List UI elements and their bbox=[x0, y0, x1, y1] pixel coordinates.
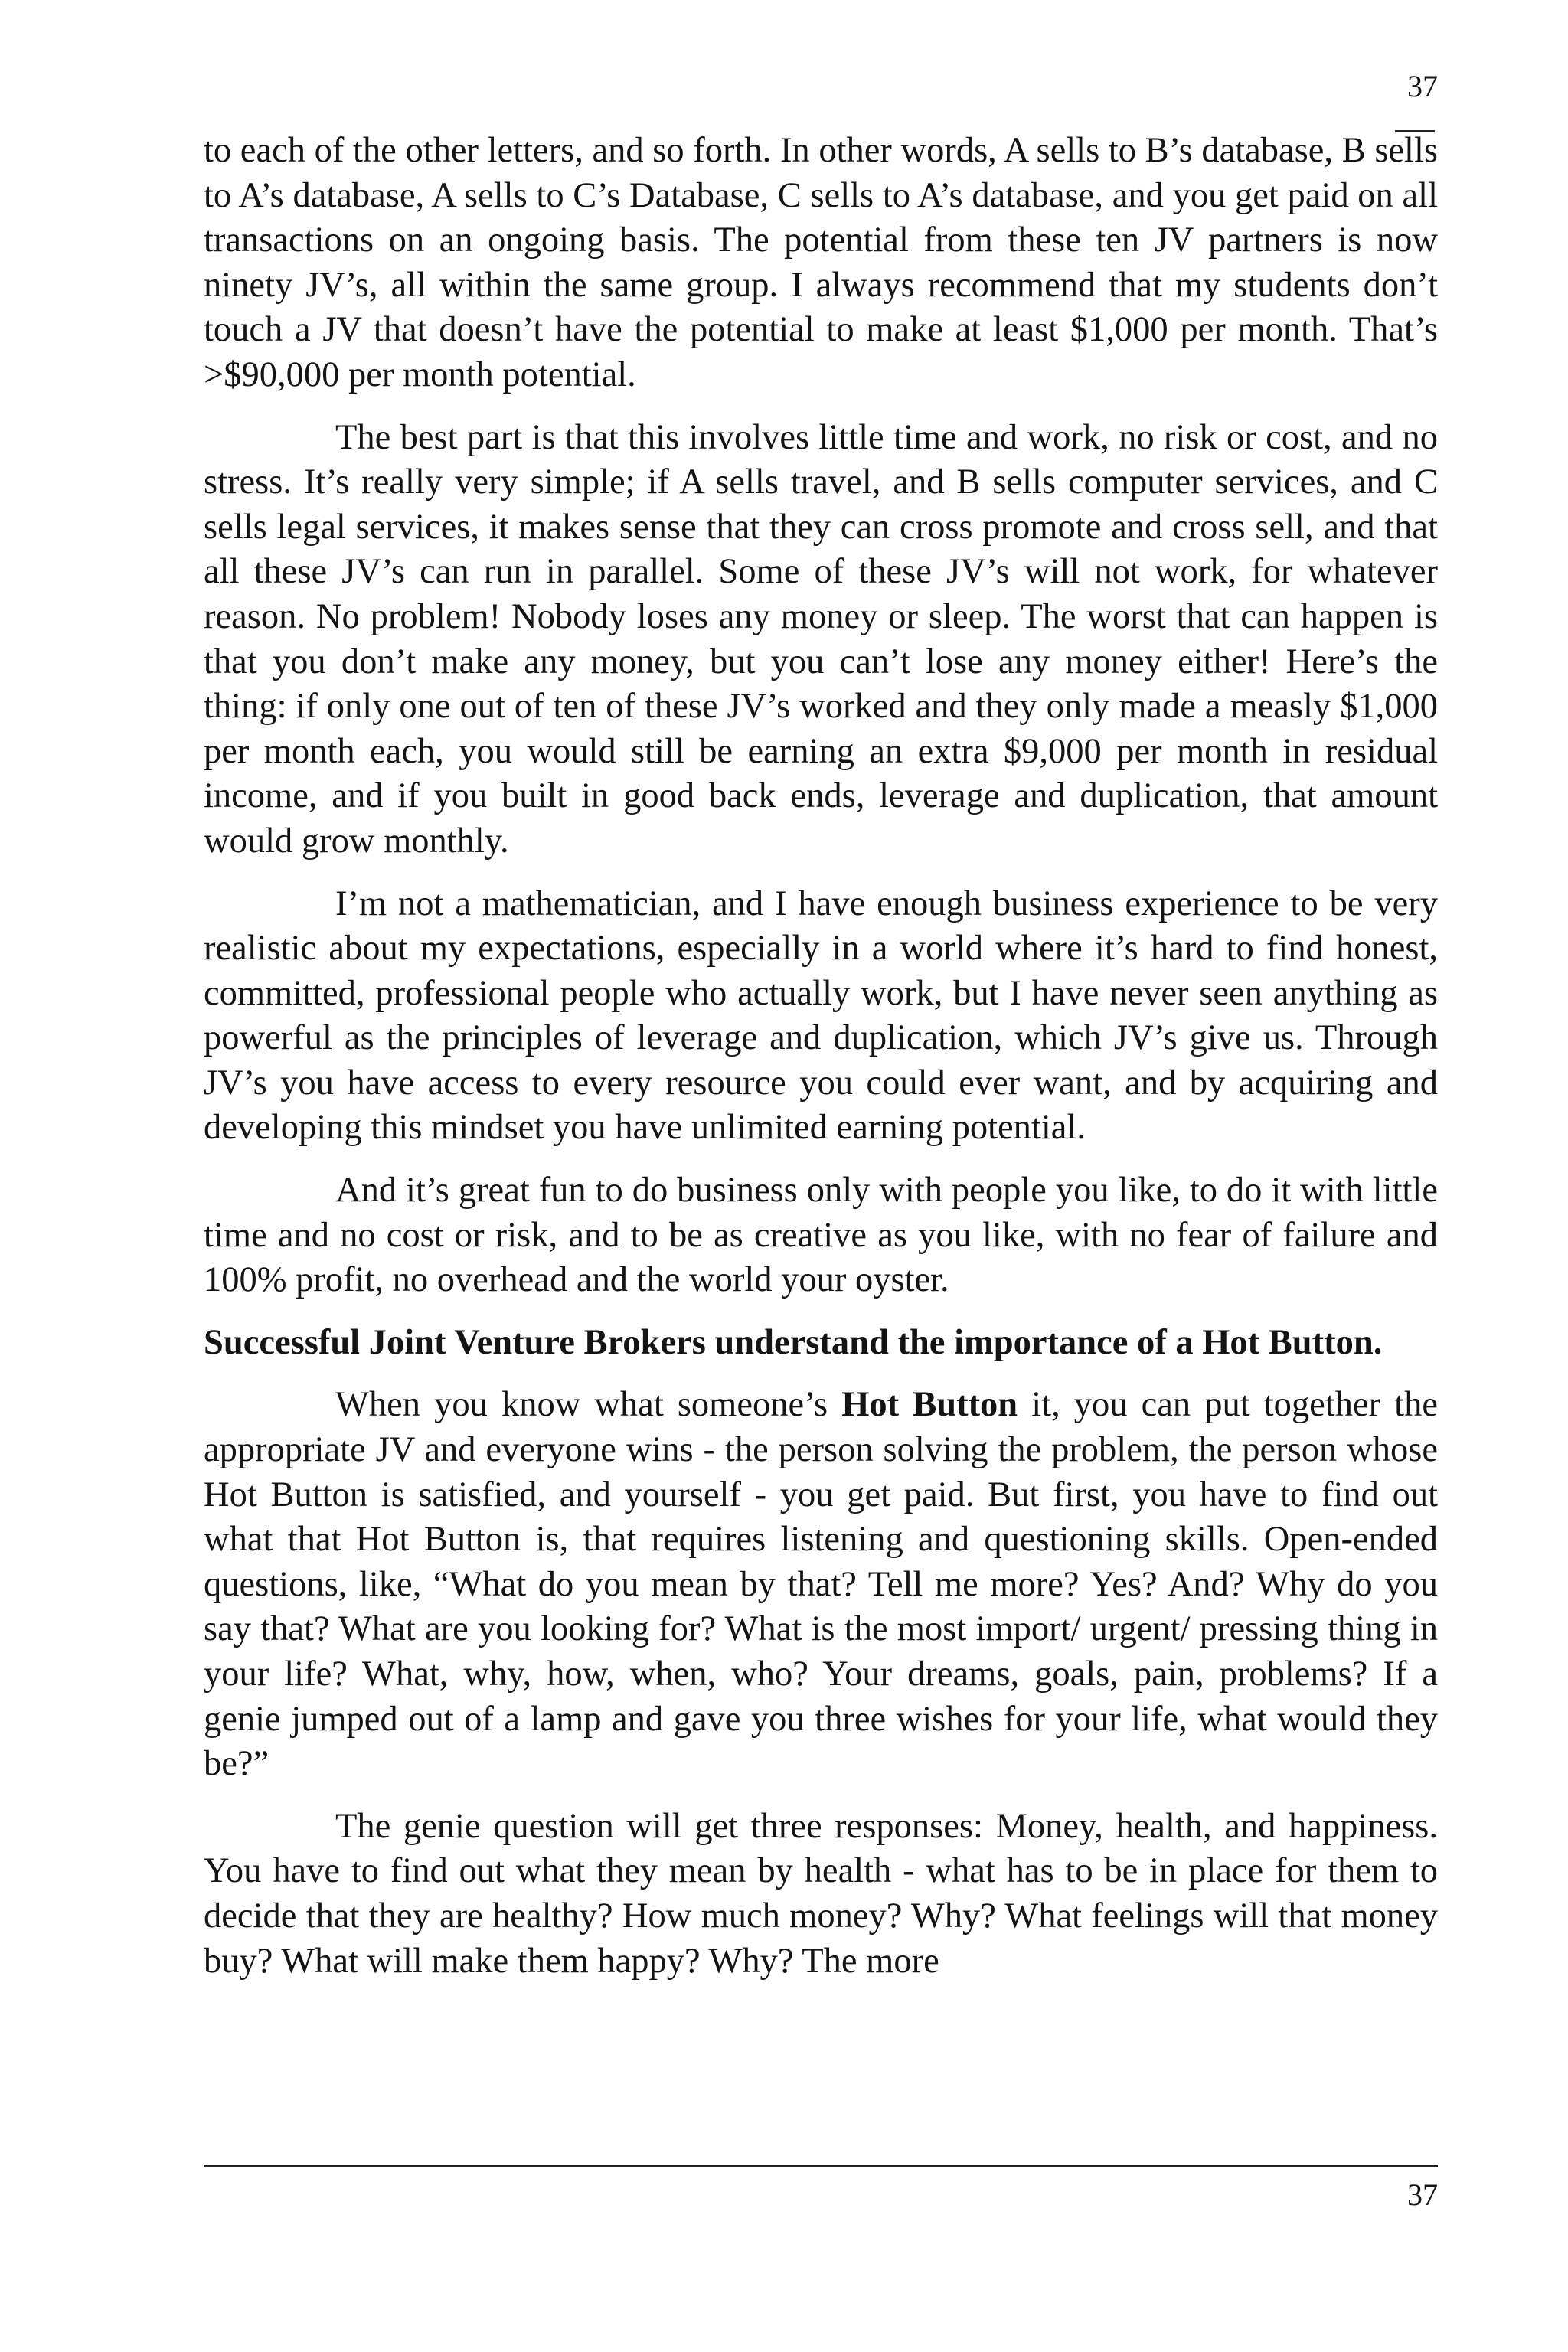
page-body bbox=[204, 129, 1438, 1984]
hot-button-text-start: When you know what someone’s bbox=[335, 1385, 842, 1425]
page-number-bottom: 37 bbox=[1407, 2177, 1438, 2212]
page-number-top: 37 bbox=[1407, 69, 1438, 103]
paragraph-great-fun: And it’s great fun to do business only with people you like, to do it with little time and no cost or risk, and to be as creative as you like, with no fear of failure and 100% profit, no overhead and the world your oyster. bbox=[204, 1171, 1438, 1300]
paragraph-hot-button bbox=[204, 1383, 1438, 1786]
hot-button-bold: Hot Button bbox=[841, 1385, 1018, 1425]
hot-button-text-end: it, you can put together the appropriate JV and everyone wins - the person solving the problem, the person whose Hot Button is satisfied, and yourself - you get paid. But first, you have to find out what that Hot Button is, that requires listening and questioning skills. Open-ended questions, like, “What do you mean by that? Tell me more? Yes? And? Why do you say that? What are you looking for? What is the most import/ urgent/ pressing thing in your life? What, why, how, when, who? Your dreams, goals, pain, problems? If a genie jumped out of a lamp and gave you three wishes for your life, what would they be?” bbox=[204, 1385, 1438, 1784]
section-heading: Successful Joint Venture Brokers understand the importance of a Hot Button. bbox=[204, 1322, 1383, 1362]
footer-rule bbox=[204, 2165, 1438, 2167]
paragraph-best-part: The best part is that this involves little time and work, no risk or cost, and no stress. It’s really very simple; if A sells travel, and B sells computer services, and C sells legal services, it makes sense that they can cross promote and cross sell, and that all these JV’s can run in parallel. Some of these JV’s will not work, for whatever reason. No problem! Nobody loses any money or sleep. The worst that can happen is that you don’t make any money, but you can’t lose any money either! Here’s the thing: if only one out of ten of these JV’s worked and they only made a measly $1,000 per month each, you would still be earning an extra $9,000 per month in residual income, and if you built in good back ends, leverage and duplication, that amount would grow monthly. bbox=[204, 417, 1438, 861]
paragraph-continued: to each of the other letters, and so forth. In other words, A sells to B’s database, B sells to A’s database, A sells to C’s Database, C sells to A’s database, and you get paid on all transactions on an ongoing basis. The potential from these ten JV partners is now ninety JV’s, all within the same group. I always recommend that my students don’t touch a JV that doesn’t have the potential to make at least $1,000 per month. That’s >$90,000 per month potential. bbox=[204, 131, 1438, 394]
paragraph-genie-question: The genie question will get three responses: Money, health, and happiness. You have to find out what they mean by health - what has to be in place for them to decide that they are healthy? How much money? Why? What feelings will that money buy? What will make them happy? Why? The more bbox=[204, 1806, 1438, 1981]
paragraph-mathematician: I’m not a mathematician, and I have enough business experience to be very realistic about my expectations, especially in a world where it’s hard to find honest, committed, professional people who actually work, but I have never seen anything as powerful as the principles of leverage and duplication, which JV’s give us. Through JV’s you have access to every resource you could ever want, and by acquiring and developing this mindset you have unlimited earning potential. bbox=[204, 884, 1438, 1148]
